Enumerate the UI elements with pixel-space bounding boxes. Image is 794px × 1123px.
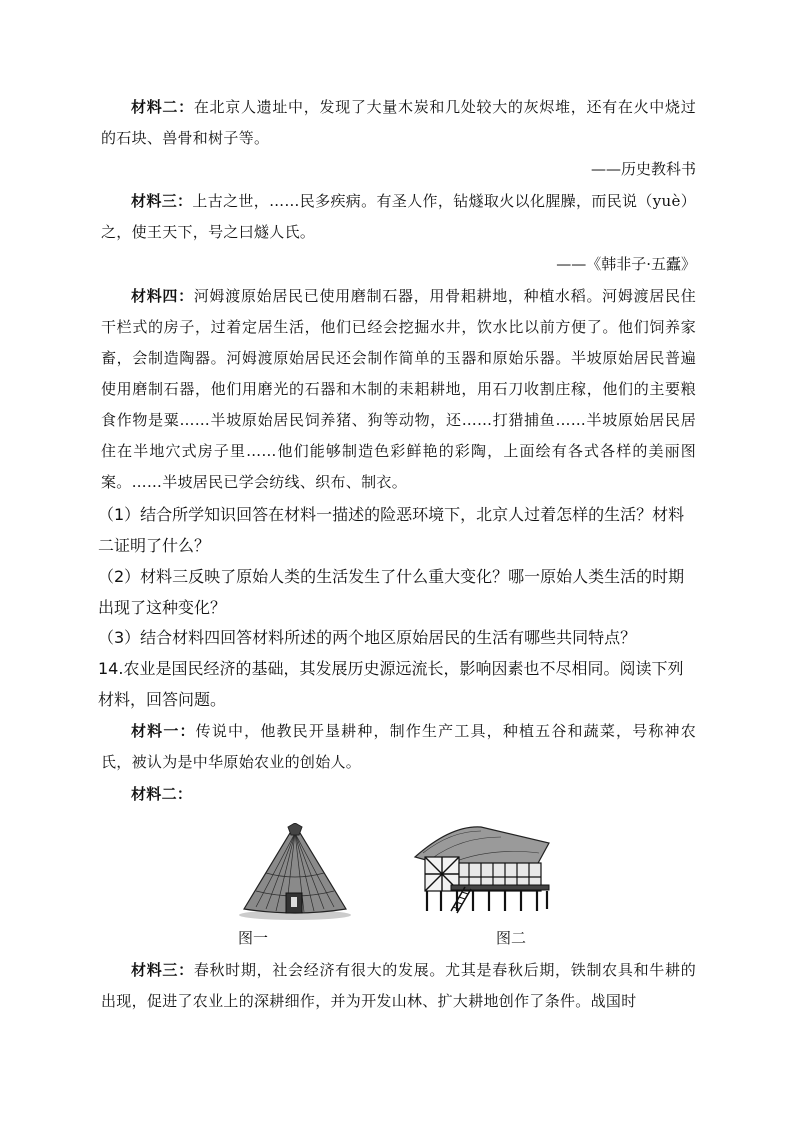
material-text: 传说中，他教民开垦耕种，制作生产工具，种植五谷和蔬菜，号称神农氏，被认为是中华原始农业的创始人。: [101, 722, 696, 771]
question-1: （1）结合所学知识回答在材料一描述的险恶环境下，北京人过着怎样的生活？材料二证明了什么？: [98, 505, 685, 555]
material-2-paragraph: [101, 92, 696, 154]
material-text: 上古之世，……民多疾病。有圣人作，钻燧取火以化腥臊，而民说（yuè）之，使王天下，号之曰燧人氏。: [101, 192, 696, 241]
figure-2-caption: 图二: [496, 929, 527, 947]
material-text: 在北京人遗址中，发现了大量木炭和几处较大的灰烬堆，还有在火中烧过的石块、兽骨和树子等。: [101, 98, 696, 147]
figure-1-caption: 图一: [238, 929, 269, 947]
q14-material-1-paragraph: [101, 716, 696, 778]
material-text: 春秋时期，社会经济有很大的发展。尤其是春秋后期，铁制农具和牛耕的出现，促进了农业上的深耕细作，并为开发山林、扩大耕地创作了条件。战国时: [101, 961, 696, 1010]
question-14: 14.农业是国民经济的基础，其发展历史源远流长，影响因素也不尽相同。阅读下列材料，回答问题。: [98, 659, 684, 709]
q14-material-3-paragraph: [101, 955, 696, 1017]
material-label: 材料一：: [131, 722, 196, 740]
material-label: 材料四：: [131, 287, 194, 305]
material-label: 材料二：: [131, 98, 194, 116]
stilt-house-illustration: [411, 823, 553, 915]
q14-material-2-paragraph: [101, 779, 696, 810]
question-3: （3）结合材料四回答材料所述的两个地区原始居民的生活有哪些共同特点？: [98, 628, 637, 647]
material-label: 材料二：: [131, 785, 193, 803]
material-2-source: ——历史教科书: [590, 160, 696, 178]
question-2: （2）材料三反映了原始人类的生活发生了什么重大变化？哪一原始人类生活的时期出现了这种变化？: [98, 567, 685, 617]
material-text: 河姆渡原始居民已使用磨制石器，用骨耜耕地，种植水稻。河姆渡居民住干栏式的房子，过着定居生活，他们已经会挖掘水井，饮水比以前方便了。他们饲养家畜，会制造陶器。河姆渡原始居民还会制作简单的玉器和原始乐器。半坡原始居民普遍使用磨制石器，他们用磨光的石器和木制的耒耜耕地，用石刀收割庄稼，他们的主要粮食作物是粟……半坡原始居民饲养猪、狗等动物，还……打猎捕鱼……半坡原始居民居住在半地穴式房子里……他们能够制造色彩鲜艳的彩陶，上面绘有各式各样的美丽图案。……半坡居民已学会纺线、织布、制衣。: [101, 287, 696, 491]
material-3-source: ——《韩非子·五蠹》: [556, 255, 696, 273]
material-label: 材料三：: [131, 961, 194, 979]
material-4-paragraph: [101, 281, 696, 498]
thatched-hut-illustration: [236, 823, 354, 921]
material-label: 材料三：: [131, 192, 193, 210]
material-3-paragraph: [101, 186, 696, 248]
